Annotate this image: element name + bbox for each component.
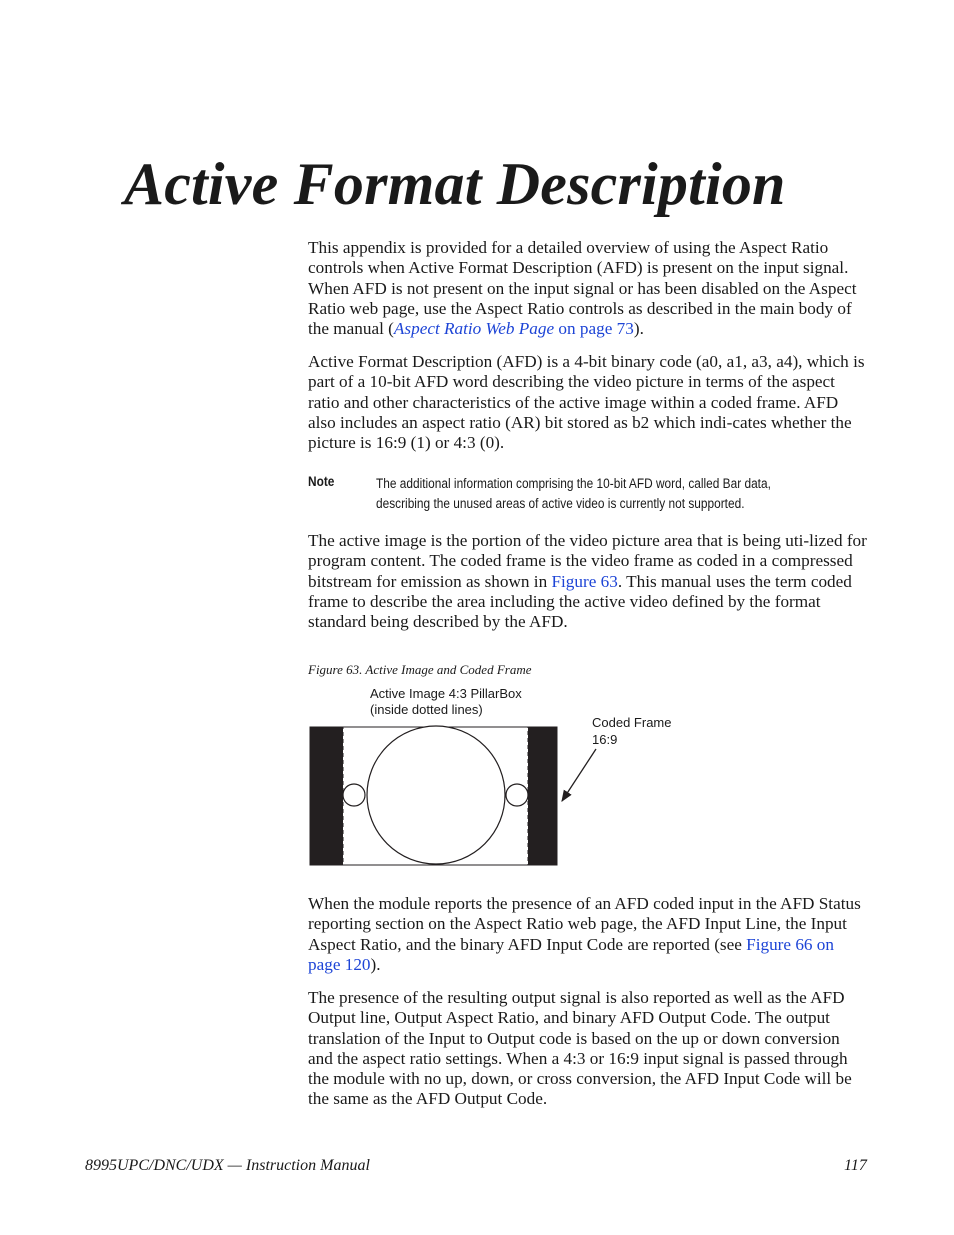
footer-manual-title: 8995UPC/DNC/UDX — Instruction Manual (85, 1157, 370, 1174)
afd-status-text-end: ). (370, 954, 381, 974)
afd-status-text: When the module reports the presence of an AFD coded input in the AFD Status reporting section on the Aspect Ratio web page, the AFD Input Line, the Input Aspect Ratio, and the binary AFD Input Code are reported (see (308, 894, 861, 954)
active-image-label-2: (inside dotted lines) (370, 702, 483, 717)
figure-caption: Figure 63. Active Image and Coded Frame (308, 662, 532, 677)
intro-text: This appendix is provided for a detailed overview of using the Aspect Ratio controls when Active Format Description (AFD) is present on the input signal. When AFD is not present on the input signal or has been disabled on the Aspect Ratio web page, use the Aspect Ratio controls as described in the main body of the manual ( (308, 238, 857, 339)
note-label: Note (308, 474, 335, 489)
right-small-circle (506, 784, 528, 806)
large-circle (367, 726, 505, 864)
coded-frame-label-1: Coded Frame (592, 715, 672, 730)
link-title[interactable]: Aspect Ratio Web Page (393, 319, 555, 339)
active-image-text: The active image is the portion of the video picture area that is being uti-lized for program content. The coded frame is the video frame as coded in a compressed bitstream for emission as shown in (308, 531, 867, 591)
afd-status-paragraph (308, 894, 868, 975)
active-image-text-end: . This manual uses the term coded frame to describe the area including the active video defined by the format standard being described by the AFD. (308, 571, 852, 632)
figure-66-link[interactable]: Figure 66 on page 120 (308, 934, 834, 974)
intro-text-end: ). (633, 319, 644, 339)
active-image-coded-frame-diagram (300, 680, 700, 880)
active-image-paragraph (308, 531, 868, 632)
aspect-ratio-web-page-link[interactable] (394, 319, 634, 338)
output-signal-paragraph: The presence of the resulting output signal is also reported as well as the AFD Output line, Output Aspect Ratio, and binary AFD Output Code. The output translation of the Input to Output code is based on the up or down conversion and the aspect ratio settings. When a 4:3 or 16:9 input signal is passed through the module with no up, down, or cross conversion, the AFD Input Code will be the same as the AFD Output Code. (308, 988, 852, 1109)
left-pillar-bar (310, 727, 343, 865)
note-text (376, 474, 869, 514)
active-image-label-1: Active Image 4:3 PillarBox (370, 686, 522, 701)
coded-frame-arrow (562, 749, 596, 801)
link-page[interactable]: on page 73 (554, 319, 634, 339)
note-line-2: describing the unused areas of active video is currently not supported. (376, 496, 745, 511)
afd-definition-paragraph: Active Format Description (AFD) is a 4-bit binary code (a0, a1, a3, a4), which is part of a 10-bit AFD word describing the video picture in terms of the aspect ratio and other characteristics of the active image within a coded frame. AFD also includes an aspect ratio (AR) bit stored as b2 which indi-cates whether the picture is 16:9 (1) or 4:3 (0). (308, 352, 865, 453)
note-line-1: The additional information comprising the 10-bit AFD word, called Bar data, (376, 476, 771, 491)
coded-frame-label-2: 16:9 (592, 732, 618, 747)
figure-63-link[interactable]: Figure 63 (551, 571, 618, 591)
footer-page-number: 117 (844, 1157, 867, 1174)
intro-paragraph (308, 238, 868, 339)
page-title: Active Format Description (124, 151, 786, 217)
right-pillar-bar (528, 727, 557, 865)
left-small-circle (343, 784, 365, 806)
